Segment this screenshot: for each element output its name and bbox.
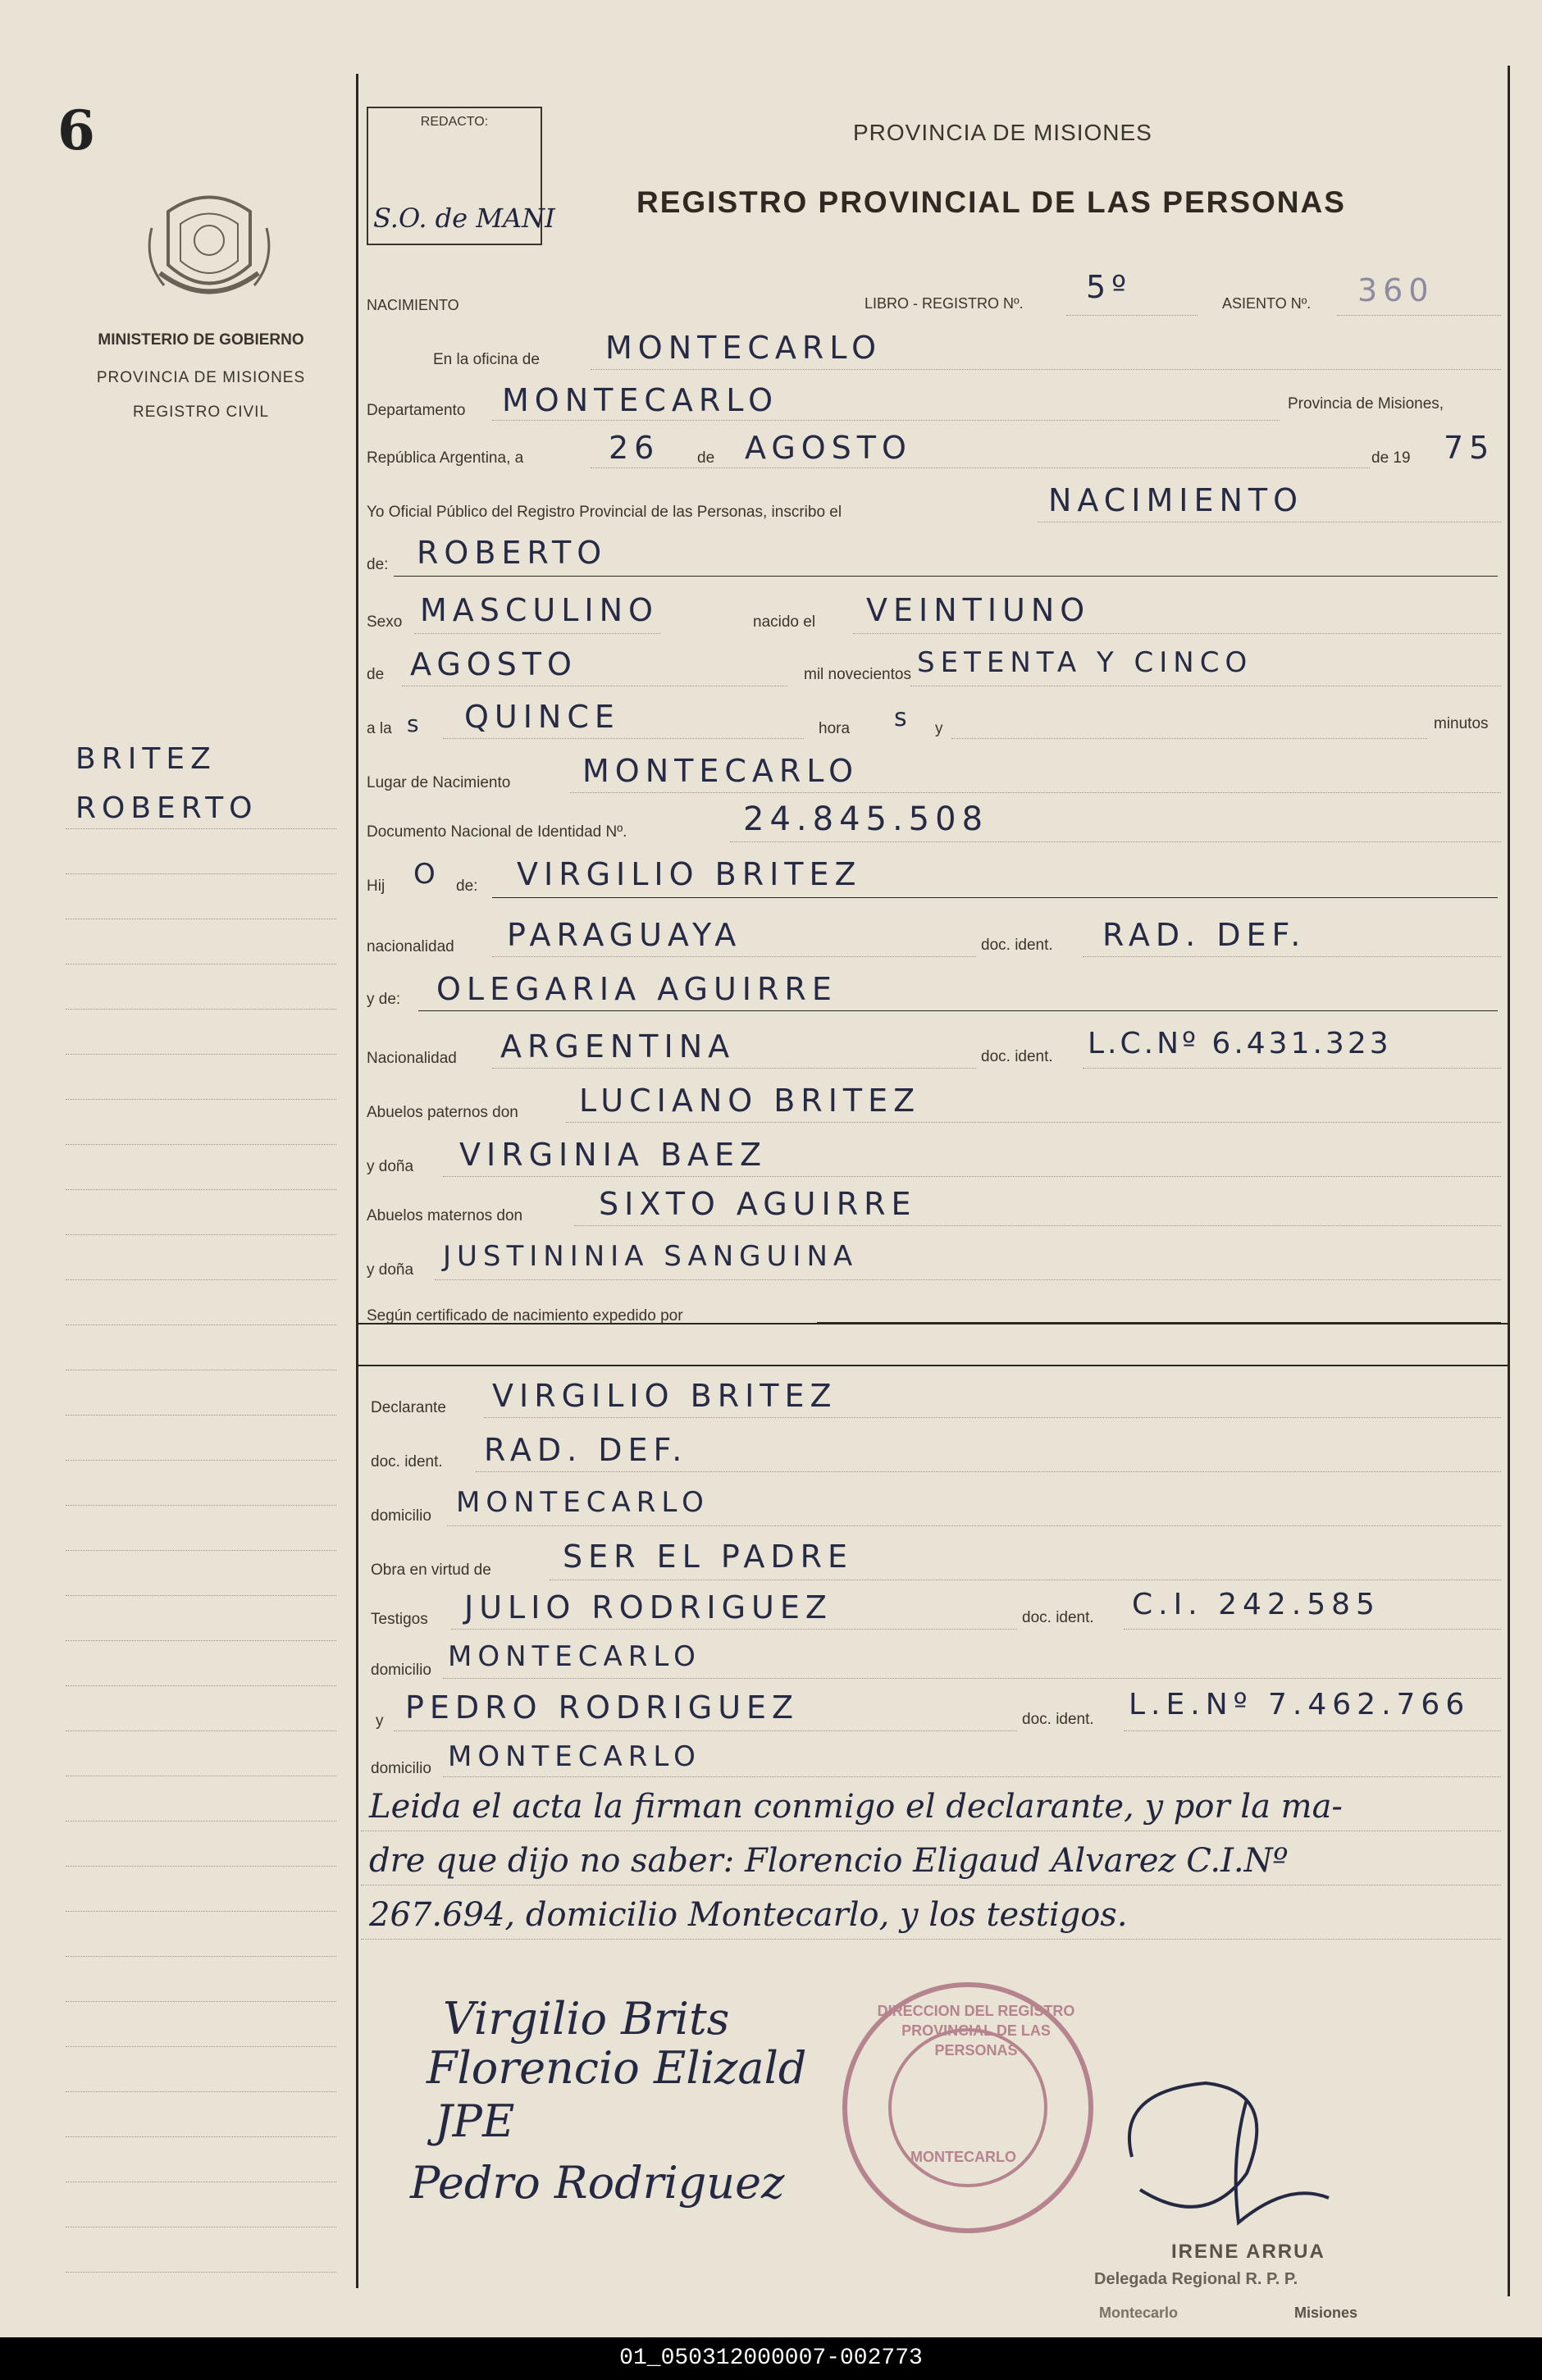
mil-label: mil novecientos <box>804 666 911 683</box>
hora-value: QUINCE <box>464 699 620 735</box>
anio-value: 75 <box>1444 430 1495 466</box>
redacto-value: S.O. de MANI <box>373 203 555 234</box>
declarante-doc-label: doc. ident. <box>371 1453 443 1470</box>
page-number: 6 <box>57 98 95 162</box>
obra-value: SER EL PADRE <box>563 1539 854 1575</box>
act-type: NACIMIENTO <box>367 297 459 313</box>
padre-value: VIRGILIO BRITEZ <box>517 856 862 892</box>
libro-value: 5º <box>1086 269 1133 305</box>
redacto-label: REDACTO: <box>420 115 489 129</box>
abuelos-pat-label: Abuelos paternos don <box>367 1104 518 1121</box>
signature-3: JPE <box>435 2095 515 2147</box>
seal-text: DIRECCION DEL REGISTRO PROVINCIAL DE LAS PERSONAS <box>877 2003 1075 2059</box>
y-de-label: y de: <box>367 991 401 1008</box>
hijo-de-label: de: <box>456 878 478 895</box>
domicilio-label: domicilio <box>371 1507 431 1525</box>
dona-mat-label: y doña <box>367 1261 414 1279</box>
officer-place-left: Montecarlo <box>1099 2305 1179 2321</box>
declarante-domicilio: MONTECARLO <box>456 1486 709 1519</box>
officer-signature-icon <box>1083 2059 1345 2239</box>
asiento-value: 360 <box>1357 272 1435 308</box>
testigo2-doc: L.E.Nº 7.462.766 <box>1129 1688 1471 1721</box>
declarante-label: Declarante <box>371 1399 446 1416</box>
margin-surname: BRITEZ <box>75 742 217 776</box>
coat-of-arms-icon <box>139 179 279 318</box>
anio-label: de 19 <box>1371 449 1411 467</box>
hora-suffix: s <box>894 704 913 732</box>
asiento-label: ASIENTO Nº. <box>1222 295 1312 312</box>
sexo-label: Sexo <box>367 613 403 631</box>
nacido-label: nacido el <box>753 613 816 631</box>
madre-value: OLEGARIA AGUIRRE <box>436 971 837 1007</box>
form-left-border <box>356 74 358 2288</box>
testigo2-domicilio: MONTECARLO <box>448 1740 701 1773</box>
form-right-border <box>1508 66 1510 2296</box>
hijo-label: Hij <box>367 878 386 895</box>
nacido-mes-label: de <box>367 666 385 683</box>
dia-value: 26 <box>609 430 660 466</box>
testigo1-domicilio: MONTECARLO <box>448 1640 701 1673</box>
dni-value: 24.845.508 <box>743 800 989 838</box>
nacionalidad-label: nacionalidad <box>367 938 454 955</box>
oficina-value: MONTECARLO <box>605 330 883 366</box>
testigo1-domicilio-label: domicilio <box>371 1662 431 1679</box>
y-label: y <box>935 720 943 737</box>
libro-label: LIBRO - REGISTRO Nº. <box>865 295 1024 312</box>
testigo1-doc-label: doc. ident. <box>1022 1609 1094 1626</box>
abuela-mat: JUSTININIA SANGUINA <box>443 1240 859 1273</box>
padre-doc-label: doc. ident. <box>981 937 1053 954</box>
signature-4: Pedro Rodriguez <box>410 2157 785 2209</box>
officer-name: IRENE ARRUA <box>1171 2241 1325 2263</box>
mil-value: SETENTA Y CINCO <box>917 646 1253 679</box>
abuela-pat: VIRGINIA BAEZ <box>459 1137 768 1173</box>
register-title: REGISTRO PROVINCIAL DE LAS PERSONAS <box>636 185 1346 219</box>
image-caption: 01_050312000007-002773 <box>0 2337 1542 2380</box>
nacido-value: VEINTIUNO <box>866 592 1091 628</box>
hora-label: hora <box>819 720 851 737</box>
sidebar-office: REGISTRO CIVIL <box>132 404 270 421</box>
note-line-1: Leida el acta la firman conmigo el declarante, y por la ma- <box>369 1788 1343 1826</box>
alas-suffix: s <box>407 710 425 737</box>
padre-nacionalidad: PARAGUAYA <box>507 917 742 953</box>
mes-value: AGOSTO <box>745 430 912 466</box>
dni-label: Documento Nacional de Identidad Nº. <box>367 823 627 841</box>
seal-inner: MONTECARLO <box>910 2149 1016 2165</box>
madre-doc-label: doc. ident. <box>981 1048 1053 1065</box>
departamento-value: MONTECARLO <box>502 382 779 418</box>
provincia-label: Provincia de Misiones, <box>1288 395 1444 413</box>
obra-label: Obra en virtud de <box>371 1562 491 1579</box>
de-label: de <box>697 449 715 467</box>
madre-doc: L.C.Nº 6.431.323 <box>1088 1027 1392 1060</box>
nacionalidad2-label: Nacionalidad <box>367 1050 457 1067</box>
minutos-label: minutos <box>1434 715 1489 732</box>
officer-role: Delegada Regional R. P. P. <box>1094 2270 1298 2288</box>
officer-place-right: Misiones <box>1294 2305 1358 2321</box>
note-line-3: 267.694, domicilio Montecarlo, y los testigos. <box>369 1896 1128 1934</box>
testigo1-doc: C.I. 242.585 <box>1132 1588 1380 1621</box>
hijo-suffix: O <box>413 858 441 891</box>
sexo-value: MASCULINO <box>420 592 659 628</box>
abuelo-pat: LUCIANO BRITEZ <box>579 1083 921 1119</box>
redacto-box <box>367 107 555 245</box>
abuelos-mat-label: Abuelos maternos don <box>367 1207 523 1224</box>
republica-label: República Argentina, a <box>367 449 524 467</box>
madre-nacionalidad: ARGENTINA <box>500 1028 736 1065</box>
section-divider-2 <box>356 1365 1509 1366</box>
inscribo-value: NACIMIENTO <box>1048 482 1304 518</box>
lugar-value: MONTECARLO <box>582 753 860 789</box>
testigo1: JULIO RODRIGUEZ <box>464 1589 833 1625</box>
oficina-label: En la oficina de <box>433 351 540 368</box>
alas-label: a la <box>367 720 392 737</box>
testigo2-domicilio-label: domicilio <box>371 1760 431 1777</box>
declarante-value: VIRGILIO BRITEZ <box>492 1378 837 1414</box>
testigo2-doc-label: doc. ident. <box>1022 1711 1094 1728</box>
departamento-label: Departamento <box>367 402 466 419</box>
testigos-label: Testigos <box>371 1611 428 1628</box>
dona-pat-label: y doña <box>367 1158 414 1175</box>
sidebar-province: PROVINCIA DE MISIONES <box>96 369 306 386</box>
inscribo-label: Yo Oficial Público del Registro Provincial de las Personas, inscribo el <box>367 504 842 521</box>
margin-name: ROBERTO <box>75 791 258 825</box>
signature-1: Virgilio Brits <box>443 1993 730 2045</box>
lugar-label: Lugar de Nacimiento <box>367 774 511 791</box>
y-testigo-label: y <box>376 1712 384 1730</box>
note-line-2: dre que dijo no saber: Florencio Eligaud Alvarez C.I.Nº <box>369 1842 1289 1880</box>
ministry-name: MINISTERIO DE GOBIERNO <box>98 331 304 349</box>
declarante-doc: RAD. DEF. <box>484 1432 688 1468</box>
header-province: PROVINCIA DE MISIONES <box>853 120 1152 145</box>
certificado-label: Según certificado de nacimiento expedido por <box>367 1307 683 1325</box>
signature-2: Florencio Elizald <box>427 2042 807 2094</box>
nombre-value: ROBERTO <box>417 535 608 571</box>
padre-doc: RAD. DEF. <box>1102 917 1307 953</box>
abuelo-mat: SIXTO AGUIRRE <box>599 1186 917 1222</box>
testigo2: PEDRO RODRIGUEZ <box>405 1689 800 1726</box>
nombre-label: de: <box>367 556 389 573</box>
nacido-mes-value: AGOSTO <box>410 646 577 682</box>
